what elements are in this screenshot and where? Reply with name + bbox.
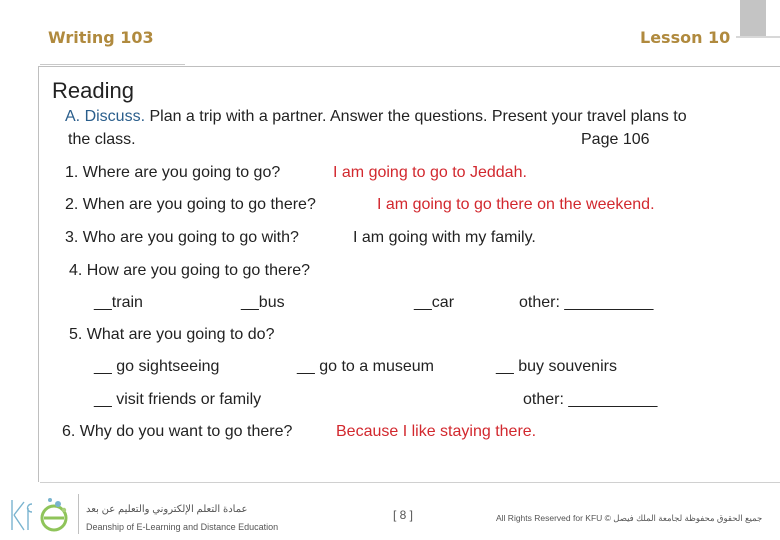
answer-6: Because I like staying there. bbox=[336, 423, 537, 440]
question-4: 4. How are you going to go there? bbox=[69, 262, 311, 279]
option-sightseeing: __ go sightseeing bbox=[94, 358, 220, 375]
question-6: 6. Why do you want to go there? bbox=[62, 423, 293, 440]
lesson-title: Lesson 10 bbox=[640, 28, 731, 47]
answer-1: I am going to go to Jeddah. bbox=[333, 164, 527, 181]
option-visit: __ visit friends or family bbox=[94, 391, 262, 408]
section-title: Reading bbox=[52, 78, 134, 103]
page-reference: Page 106 bbox=[581, 131, 650, 148]
intro-text: Plan a trip with a partner. Answer the questions. Present your travel plans to bbox=[145, 108, 687, 125]
kfu-logo-icon bbox=[6, 494, 74, 536]
question-2: 2. When are you going to go there? bbox=[65, 196, 316, 213]
intro-line1 bbox=[65, 108, 687, 126]
intro-label: A. Discuss. bbox=[65, 108, 146, 125]
footer-divider bbox=[40, 482, 780, 483]
footer-english-department: Deanship of E-Learning and Distance Education bbox=[86, 522, 279, 532]
answer-2: I am going to go there on the weekend. bbox=[377, 196, 655, 213]
question-1: 1. Where are you going to go? bbox=[65, 164, 281, 181]
answer-3: I am going with my family. bbox=[353, 229, 536, 246]
option-other-activity: other: __________ bbox=[523, 391, 658, 408]
option-museum: __ go to a museum bbox=[297, 358, 434, 375]
corner-decoration bbox=[740, 0, 766, 36]
page-number: [ 8 ] bbox=[393, 508, 414, 522]
option-other-transport: other: __________ bbox=[519, 294, 654, 311]
course-title: Writing 103 bbox=[48, 28, 154, 47]
question-3: 3. Who are you going to go with? bbox=[65, 229, 299, 246]
intro-line2: the class. bbox=[68, 131, 136, 148]
footer-arabic-department: عمادة التعلم الإلكتروني والتعليم عن بعد bbox=[86, 504, 248, 515]
option-train: __train bbox=[94, 294, 143, 311]
header-divider bbox=[40, 64, 185, 65]
footer-logo-divider bbox=[78, 494, 79, 534]
corner-decoration-line bbox=[736, 36, 780, 38]
question-5: 5. What are you going to do? bbox=[69, 326, 275, 343]
option-car: __car bbox=[414, 294, 455, 311]
option-souvenirs: __ buy souvenirs bbox=[496, 358, 617, 375]
footer-rights: All Rights Reserved for KFU © جميع الحقوق محفوظة لجامعة الملك فيصل bbox=[496, 513, 763, 523]
option-bus: __bus bbox=[241, 294, 285, 311]
